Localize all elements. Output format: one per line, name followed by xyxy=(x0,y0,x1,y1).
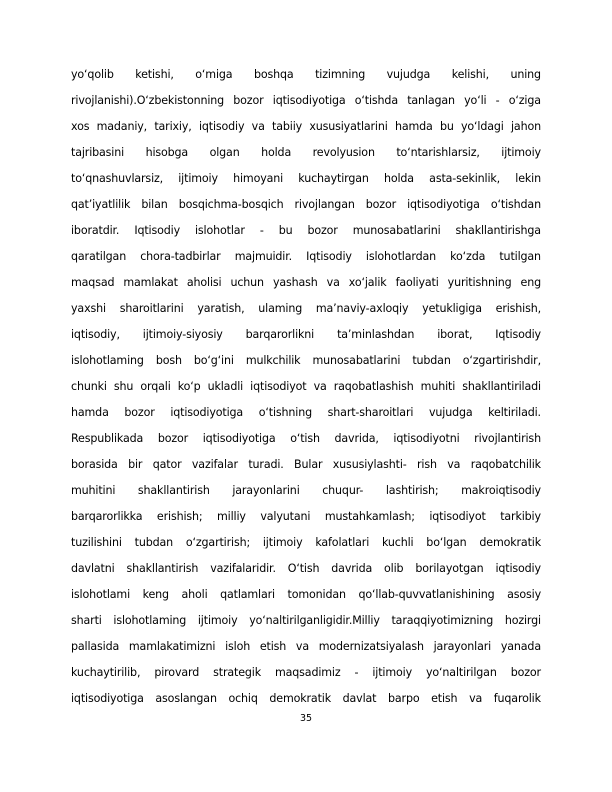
word: yuritishning xyxy=(447,276,512,289)
word: yaratish, xyxy=(197,302,245,315)
text-line xyxy=(71,166,541,192)
word: yo‘ldagi xyxy=(461,120,504,133)
text-line xyxy=(71,556,541,582)
word: - xyxy=(354,666,359,679)
word: sharti xyxy=(71,614,102,627)
word: uning xyxy=(510,68,541,81)
word: bo‘lgan xyxy=(426,536,467,549)
word: muhitini xyxy=(71,484,116,497)
word: hamda xyxy=(71,406,109,419)
word: Respublikada xyxy=(71,432,144,445)
word: rish xyxy=(417,458,437,471)
text-line xyxy=(71,140,541,166)
word: fuqarolik xyxy=(493,692,541,705)
word: hozirgi xyxy=(504,614,541,627)
word: ma’naviy-axloqiy xyxy=(315,302,409,315)
word: iqtisodiyotiga xyxy=(71,692,144,705)
word: bozor xyxy=(307,224,338,237)
word: bu xyxy=(278,224,293,237)
word: asosiy xyxy=(507,588,541,601)
word: kafolatlari xyxy=(315,536,370,549)
word: vazifalaridir. xyxy=(210,562,276,575)
word: ijtimoiy xyxy=(372,666,412,679)
word: olgan xyxy=(209,146,240,159)
text-line xyxy=(71,88,541,114)
word: yo‘li xyxy=(464,94,487,107)
word: ukladli xyxy=(207,380,244,393)
word: to‘ntarishlarsiz, xyxy=(396,146,480,159)
word: keng xyxy=(142,588,169,601)
word: - xyxy=(259,224,264,237)
word: ta’minlashdan xyxy=(337,328,415,341)
word: davlat xyxy=(342,692,377,705)
word: chuqur- xyxy=(322,484,364,497)
text-line xyxy=(71,660,541,686)
word: aholi xyxy=(181,588,208,601)
word: va xyxy=(313,380,327,393)
word: iqtisodiyot xyxy=(429,510,486,523)
word: valyutani xyxy=(260,510,311,523)
word: xususiylashti- xyxy=(332,458,407,471)
word: ijtimoiy xyxy=(501,146,541,159)
word: majmuidir. xyxy=(234,250,293,263)
word: jarayonlarini xyxy=(232,484,300,497)
word: hisobga xyxy=(145,146,189,159)
word: etish xyxy=(259,640,287,653)
word: pallasida xyxy=(71,640,120,653)
word: mustahkamlash; xyxy=(324,510,415,523)
word: bosqichma-bosqich xyxy=(178,198,284,211)
word: tarixiy, xyxy=(154,120,192,133)
word: iqtisodiyotiga xyxy=(170,406,244,419)
word: muhiti xyxy=(420,380,456,393)
word: yo‘naltirilganligidir.Milliy xyxy=(249,614,380,627)
word: revolyusion xyxy=(312,146,375,159)
word: xo‘jalik xyxy=(348,276,387,289)
word: iqtisodiyotiga xyxy=(202,432,276,445)
text-line xyxy=(71,348,541,374)
word: tabiiy xyxy=(272,120,303,133)
word: bir xyxy=(128,458,143,471)
word: o‘tish xyxy=(290,432,320,445)
word: modernizatsiyalash xyxy=(318,640,424,653)
text-line xyxy=(71,192,541,218)
word: turadi. xyxy=(248,458,284,471)
word: barqarorlikni xyxy=(245,328,315,341)
text-line xyxy=(71,62,541,88)
text-line xyxy=(71,686,541,712)
text-line xyxy=(71,634,541,660)
word: tubdan xyxy=(134,536,174,549)
word: Iqtisodiy xyxy=(495,328,541,341)
word: hamda xyxy=(394,120,433,133)
word: holda xyxy=(261,146,292,159)
word: erishish; xyxy=(156,510,203,523)
word: holda xyxy=(383,172,414,185)
word: va xyxy=(447,458,461,471)
word: o‘tishning xyxy=(258,406,312,419)
word: vujudga xyxy=(428,406,473,419)
word: to‘qnashuvlarsiz, xyxy=(71,172,164,185)
word: xos xyxy=(71,120,90,133)
word: ko‘p xyxy=(177,380,201,393)
text-line xyxy=(71,452,541,478)
word: munosabatlarini xyxy=(352,224,441,237)
word: bozor xyxy=(124,406,155,419)
word: tarkibiy xyxy=(500,510,541,523)
word: yanada xyxy=(500,640,541,653)
text-line xyxy=(71,270,541,296)
word: qo‘llab-quvvatlanishining xyxy=(358,588,495,601)
word: shakllantiriladi xyxy=(462,380,541,393)
word: bozor xyxy=(157,432,189,445)
word: milliy xyxy=(217,510,246,523)
word: faoliyati xyxy=(395,276,439,289)
word: shart-sharoitlari xyxy=(327,406,414,419)
text-line xyxy=(71,426,541,452)
word: vazifalar xyxy=(191,458,238,471)
word: davrida xyxy=(331,562,373,575)
word: bozor xyxy=(365,198,397,211)
body-text xyxy=(71,62,541,712)
word: qatlamlari xyxy=(220,588,275,601)
word: olib xyxy=(384,562,404,575)
word: maqsadimiz xyxy=(274,666,341,679)
text-line xyxy=(71,114,541,140)
word: rivojlantirish xyxy=(474,432,541,445)
word: uchun xyxy=(230,276,264,289)
word: iborat, xyxy=(437,328,473,341)
word: yo‘qolib xyxy=(71,68,114,81)
word: bu xyxy=(439,120,454,133)
word: erishish, xyxy=(495,302,541,315)
word: makroiqtisodiy xyxy=(461,484,541,497)
word: iqtisodiyotni xyxy=(393,432,460,445)
word: ijtimoiy xyxy=(197,614,238,627)
word: mulkchilik xyxy=(245,354,301,367)
word: himoyani xyxy=(233,172,284,185)
word: yo‘naltirilgan xyxy=(425,666,497,679)
word: tubdan xyxy=(412,354,451,367)
word: yetukligiga xyxy=(422,302,482,315)
word: va xyxy=(469,692,483,705)
word: bo‘g‘ini xyxy=(193,354,234,367)
page-number: 35 xyxy=(299,713,313,724)
word: iqtisodiyot xyxy=(250,380,307,393)
word: o‘zgartirishdir, xyxy=(462,354,541,367)
word: asoslangan xyxy=(155,692,217,705)
word: lekin xyxy=(515,172,541,185)
word: va xyxy=(326,276,340,289)
word: qaratilgan xyxy=(71,250,127,263)
word: xususiyatlarini xyxy=(309,120,388,133)
word: vujudga xyxy=(386,68,431,81)
word: iboratdir. xyxy=(71,224,120,237)
word: barpo xyxy=(388,692,420,705)
text-line xyxy=(71,400,541,426)
word: yaxshi xyxy=(71,302,106,315)
word: o‘miga xyxy=(195,68,233,81)
word: islohotlar xyxy=(194,224,245,237)
word: kuchaytirgan xyxy=(298,172,369,185)
word: borasida xyxy=(71,458,118,471)
word: iqtisodiyotiga xyxy=(272,94,346,107)
word: islohotlaming xyxy=(113,614,187,627)
text-line xyxy=(71,530,541,556)
word: taraqqiyotimizning xyxy=(391,614,494,627)
word: iqtisodiyotiga xyxy=(407,198,480,211)
word: munosabatlarini xyxy=(312,354,401,367)
word: islohotlami xyxy=(71,588,131,601)
word: eng xyxy=(520,276,541,289)
word: shakllantirishga xyxy=(455,224,541,237)
word: tuzilishini xyxy=(71,536,122,549)
text-line xyxy=(71,322,541,348)
word: asta-sekinlik, xyxy=(429,172,501,185)
word: tizimning xyxy=(315,68,366,81)
word: tomonidan xyxy=(287,588,346,601)
word: barqarorlikka xyxy=(71,510,143,523)
word: va xyxy=(251,120,265,133)
word: sharoitlarini xyxy=(119,302,184,315)
word: ijtimoiy-siyosiy xyxy=(142,328,223,341)
word: bozor xyxy=(510,666,541,679)
word: Iqtisodiy xyxy=(134,224,180,237)
word: iqtisodiy xyxy=(495,562,541,575)
word: isloh xyxy=(225,640,251,653)
word: chunki xyxy=(71,380,107,393)
text-line xyxy=(71,504,541,530)
word: aholisi xyxy=(186,276,222,289)
word: maqsad xyxy=(71,276,115,289)
word: raqobatlashish xyxy=(333,380,414,393)
word: strategik xyxy=(213,666,261,679)
word: ulaming xyxy=(258,302,303,315)
word: chora-tadbirlar xyxy=(140,250,221,263)
word: o‘tishdan xyxy=(490,198,541,211)
word: borilayotgan xyxy=(415,562,484,575)
word: mamlakat xyxy=(123,276,178,289)
word: kuchaytirilib, xyxy=(71,666,141,679)
word: mamlakatimizni xyxy=(128,640,216,653)
word: shakllantirish xyxy=(137,484,210,497)
word: ketishi, xyxy=(135,68,174,81)
word: pirovard xyxy=(154,666,200,679)
word: kelishi, xyxy=(451,68,489,81)
word: ochiq xyxy=(228,692,258,705)
word: tajribasini xyxy=(71,146,125,159)
text-line xyxy=(71,478,541,504)
word: demokratik xyxy=(269,692,331,705)
word: keltiriladi. xyxy=(488,406,541,419)
word: iqtisodiy xyxy=(198,120,245,133)
word: islohotlaming xyxy=(71,354,144,367)
word: demokratik xyxy=(479,536,541,549)
word: davlatni xyxy=(71,562,115,575)
word: jahon xyxy=(511,120,541,133)
word: qator xyxy=(152,458,182,471)
word: orqali xyxy=(140,380,171,393)
word: tanlagan xyxy=(407,94,455,107)
word: Iqtisodiy xyxy=(306,250,352,263)
word: o‘zgartirish; xyxy=(185,536,251,549)
word: ijtimoiy xyxy=(178,172,218,185)
word: davrida, xyxy=(334,432,379,445)
word: Bular xyxy=(294,458,323,471)
word: shu xyxy=(113,380,134,393)
word: shakllantirish xyxy=(126,562,199,575)
word: kuchli xyxy=(381,536,414,549)
word: o‘ziga xyxy=(508,94,541,107)
text-line xyxy=(71,244,541,270)
word: islohotlardan xyxy=(365,250,436,263)
word: boshqa xyxy=(253,68,294,81)
word: ko‘zda xyxy=(450,250,486,263)
word: rivojlanishi).O‘zbekistonning xyxy=(71,94,225,107)
text-line xyxy=(71,608,541,634)
word: lashtirish; xyxy=(385,484,439,497)
word: etish xyxy=(431,692,458,705)
text-line xyxy=(71,374,541,400)
word: bozor xyxy=(233,94,264,107)
word: iqtisodiy, xyxy=(71,328,120,341)
word: madaniy, xyxy=(96,120,148,133)
word: ijtimoiy xyxy=(262,536,303,549)
text-line xyxy=(71,296,541,322)
word: tutilgan xyxy=(499,250,541,263)
text-line xyxy=(71,582,541,608)
word: va xyxy=(295,640,309,653)
word: o‘tishda xyxy=(354,94,398,107)
word: jarayonlari xyxy=(433,640,492,653)
word: raqobatchilik xyxy=(470,458,541,471)
word: O‘tish xyxy=(287,562,320,575)
text-line xyxy=(71,218,541,244)
word: yashash xyxy=(272,276,318,289)
word: rivojlangan xyxy=(294,198,355,211)
word: - xyxy=(495,94,500,107)
word: bosh xyxy=(155,354,182,367)
word: bilan xyxy=(141,198,168,211)
word: qat’iyatlilik xyxy=(71,198,131,211)
